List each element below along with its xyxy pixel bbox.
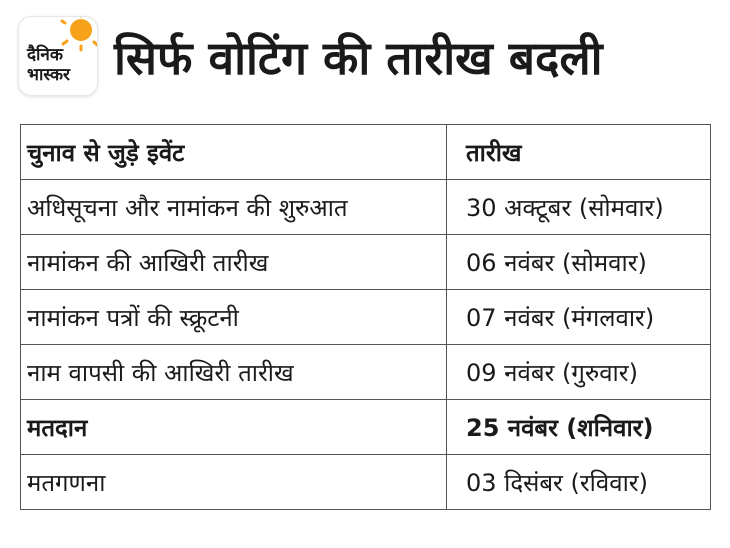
dainik-bhaskar-logo [19, 17, 97, 95]
date-cell: 09 नवंबर (गुरुवार) [447, 345, 711, 400]
event-cell: मतगणना [21, 455, 447, 510]
event-cell: मतदान [21, 400, 447, 455]
date-cell: 03 दिसंबर (रविवार) [447, 455, 711, 510]
event-cell: नाम वापसी की आखिरी तारीख [21, 345, 447, 400]
headline: सिर्फ वोटिंग की तारीख बदली [114, 31, 603, 85]
table-row [21, 400, 711, 455]
table-header-row [21, 125, 711, 180]
logo-sun-icon [19, 17, 97, 95]
header-date: तारीख [447, 125, 711, 180]
header-event: चुनाव से जुड़े इवेंट [21, 125, 447, 180]
table-row [21, 235, 711, 290]
table-row [21, 455, 711, 510]
election-schedule-table [20, 124, 711, 510]
table-row [21, 180, 711, 235]
table-row [21, 290, 711, 345]
date-cell: 25 नवंबर (शनिवार) [447, 400, 711, 455]
logo-text-line2: भास्कर [27, 65, 70, 85]
table-row [21, 345, 711, 400]
date-cell: 06 नवंबर (सोमवार) [447, 235, 711, 290]
logo-text-line1: दैनिक [27, 45, 63, 65]
date-cell: 07 नवंबर (मंगलवार) [447, 290, 711, 345]
event-cell: नामांकन की आखिरी तारीख [21, 235, 447, 290]
event-cell: नामांकन पत्रों की स्क्रूटनी [21, 290, 447, 345]
date-cell: 30 अक्टूबर (सोमवार) [447, 180, 711, 235]
event-cell: अधिसूचना और नामांकन की शुरुआत [21, 180, 447, 235]
